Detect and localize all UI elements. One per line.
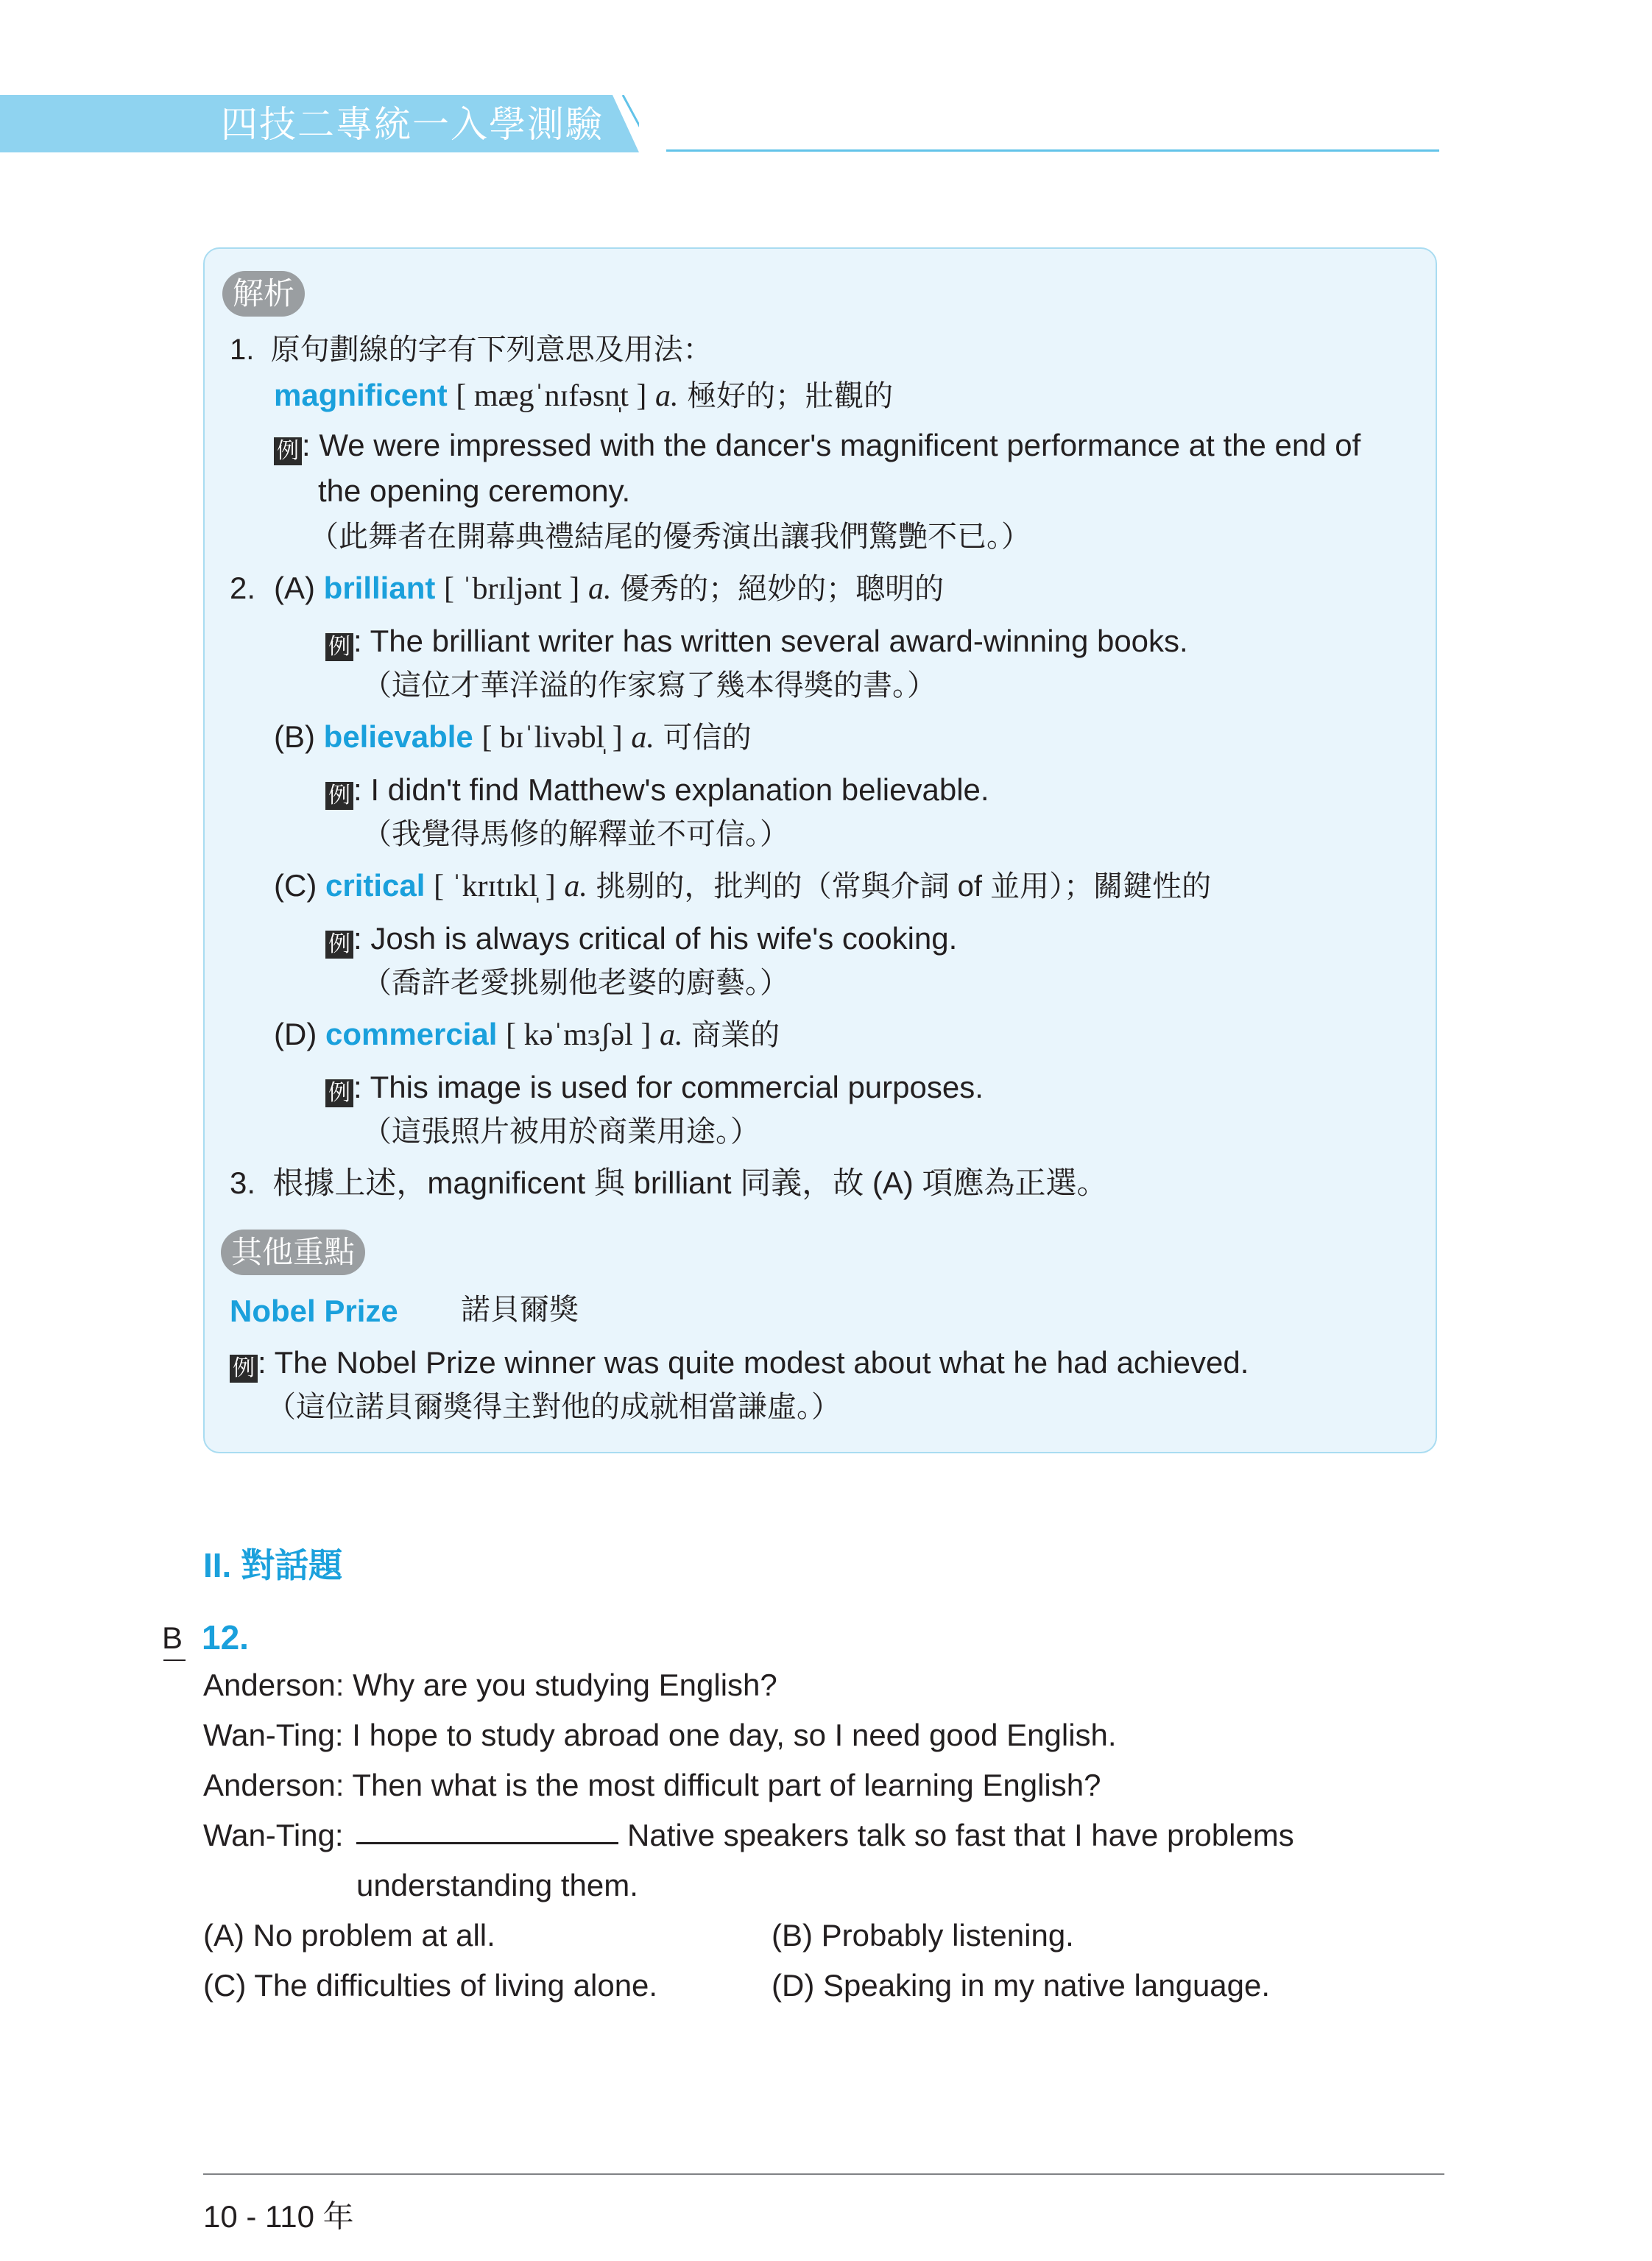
section-title: II. 對話題 [203,1546,343,1584]
example-icon: 例 [325,1079,353,1107]
footer-rule [203,2173,1444,2175]
option-a-translation: （這位才華洋溢的作家寫了幾本得獎的書。） [362,669,936,702]
item1-entry: magnificent [ mægˈnɪfəsn̩t ] a. 極好的；壯觀的 [274,378,894,413]
example-icon: 例 [325,782,353,810]
analysis-tag: 解析 [222,271,305,317]
option-d-example: 例: This image is used for commercial purposes. [325,1068,984,1107]
option-c-translation: （喬許老愛挑剔他老婆的廚藝。） [362,967,789,999]
example-icon: 例 [325,633,353,661]
choice-b: (B) Probably listening. [772,1918,1074,1953]
vocab-word: magnificent [274,378,448,412]
option-b-entry: (B) believable [ bɪˈlivəbl̩ ] a. 可信的 [274,719,752,755]
dialogue-line-cont: understanding them. [356,1868,638,1902]
item1-translation: （此舞者在開幕典禮結尾的優秀演出讓我們驚艷不已。） [309,521,1031,553]
option-b-example: 例: I didn't find Matthew's explanation believable. [325,770,989,810]
dialogue-line: Wan-Ting: I hope to study abroad one day, so I need good English. [203,1718,1117,1752]
option-a-entry: (A) brilliant [ ˈbrɪljənt ] a. 優秀的；絕妙的；聰明的 [274,571,945,606]
option-c-entry: (C) critical [ ˈkrɪtɪkl̩ ] a. 挑剔的，批判的（常與介詞 of 並用）；關鍵性的 [274,868,1212,903]
other-example: 例: The Nobel Prize winner was quite modest about what he had achieved. [230,1343,1249,1383]
item3: 3. 根據上述，magnificent 與 brilliant 同義，故 (A) 項應為正選。 [230,1165,1108,1200]
option-d-translation: （這張照片被用於商業用途。） [362,1115,760,1148]
vocab-word: critical [325,868,426,903]
other-points-tag: 其他重點 [221,1230,365,1275]
other-meaning: 諾貝爾獎 [461,1294,579,1326]
dialogue-speaker: Wan-Ting: [203,1818,344,1852]
vocab-word: commercial [325,1017,498,1051]
dialogue-line: Anderson: Then what is the most difficult part of learning English? [203,1768,1101,1802]
choice-d: (D) Speaking in my native language. [772,1968,1271,2003]
item1-example-cont: the opening ceremony. [318,473,631,508]
option-c-example: 例: Josh is always critical of his wife's cooking. [325,919,957,959]
dialogue-line-rest: Native speakers talk so fast that I have problems [627,1818,1294,1852]
example-icon: 例 [274,437,302,465]
example-icon: 例 [230,1355,258,1383]
item1-intro: 1. 原句劃線的字有下列意思及用法： [230,334,713,366]
vocab-word: believable [323,719,473,754]
header-rule [666,149,1439,152]
page-number: 10 - 110 年 [203,2199,354,2234]
option-a-example: 例: The brilliant writer has written several award-winning books. [325,621,1188,661]
item2-num: 2. [230,571,256,605]
question-number: 12. [202,1618,249,1657]
answer-blank [356,1842,618,1844]
dialogue-line: Anderson: Why are you studying English? [203,1668,777,1702]
option-d-entry: (D) commercial [ kəˈmɜʃəl ] a. 商業的 [274,1017,780,1052]
example-icon: 例 [325,931,353,959]
choice-a: (A) No problem at all. [203,1918,495,1953]
other-translation: （這位諾貝爾獎得主對他的成就相當謙虛。） [266,1391,841,1423]
header-title: 四技二專統一入學測驗 [221,104,604,145]
answer-underline [163,1659,186,1661]
item1-example: 例: We were impressed with the dancer's magnificent performance at the end of [274,426,1360,465]
other-word: Nobel Prize [230,1294,398,1328]
option-b-translation: （我覺得馬修的解釋並不可信。） [362,818,789,850]
answer-letter: B [162,1620,183,1655]
vocab-word: brilliant [323,571,436,605]
phonetic: [ mægˈnɪfəsn̩t ] [456,379,647,413]
choice-c: (C) The difficulties of living alone. [203,1968,658,2003]
